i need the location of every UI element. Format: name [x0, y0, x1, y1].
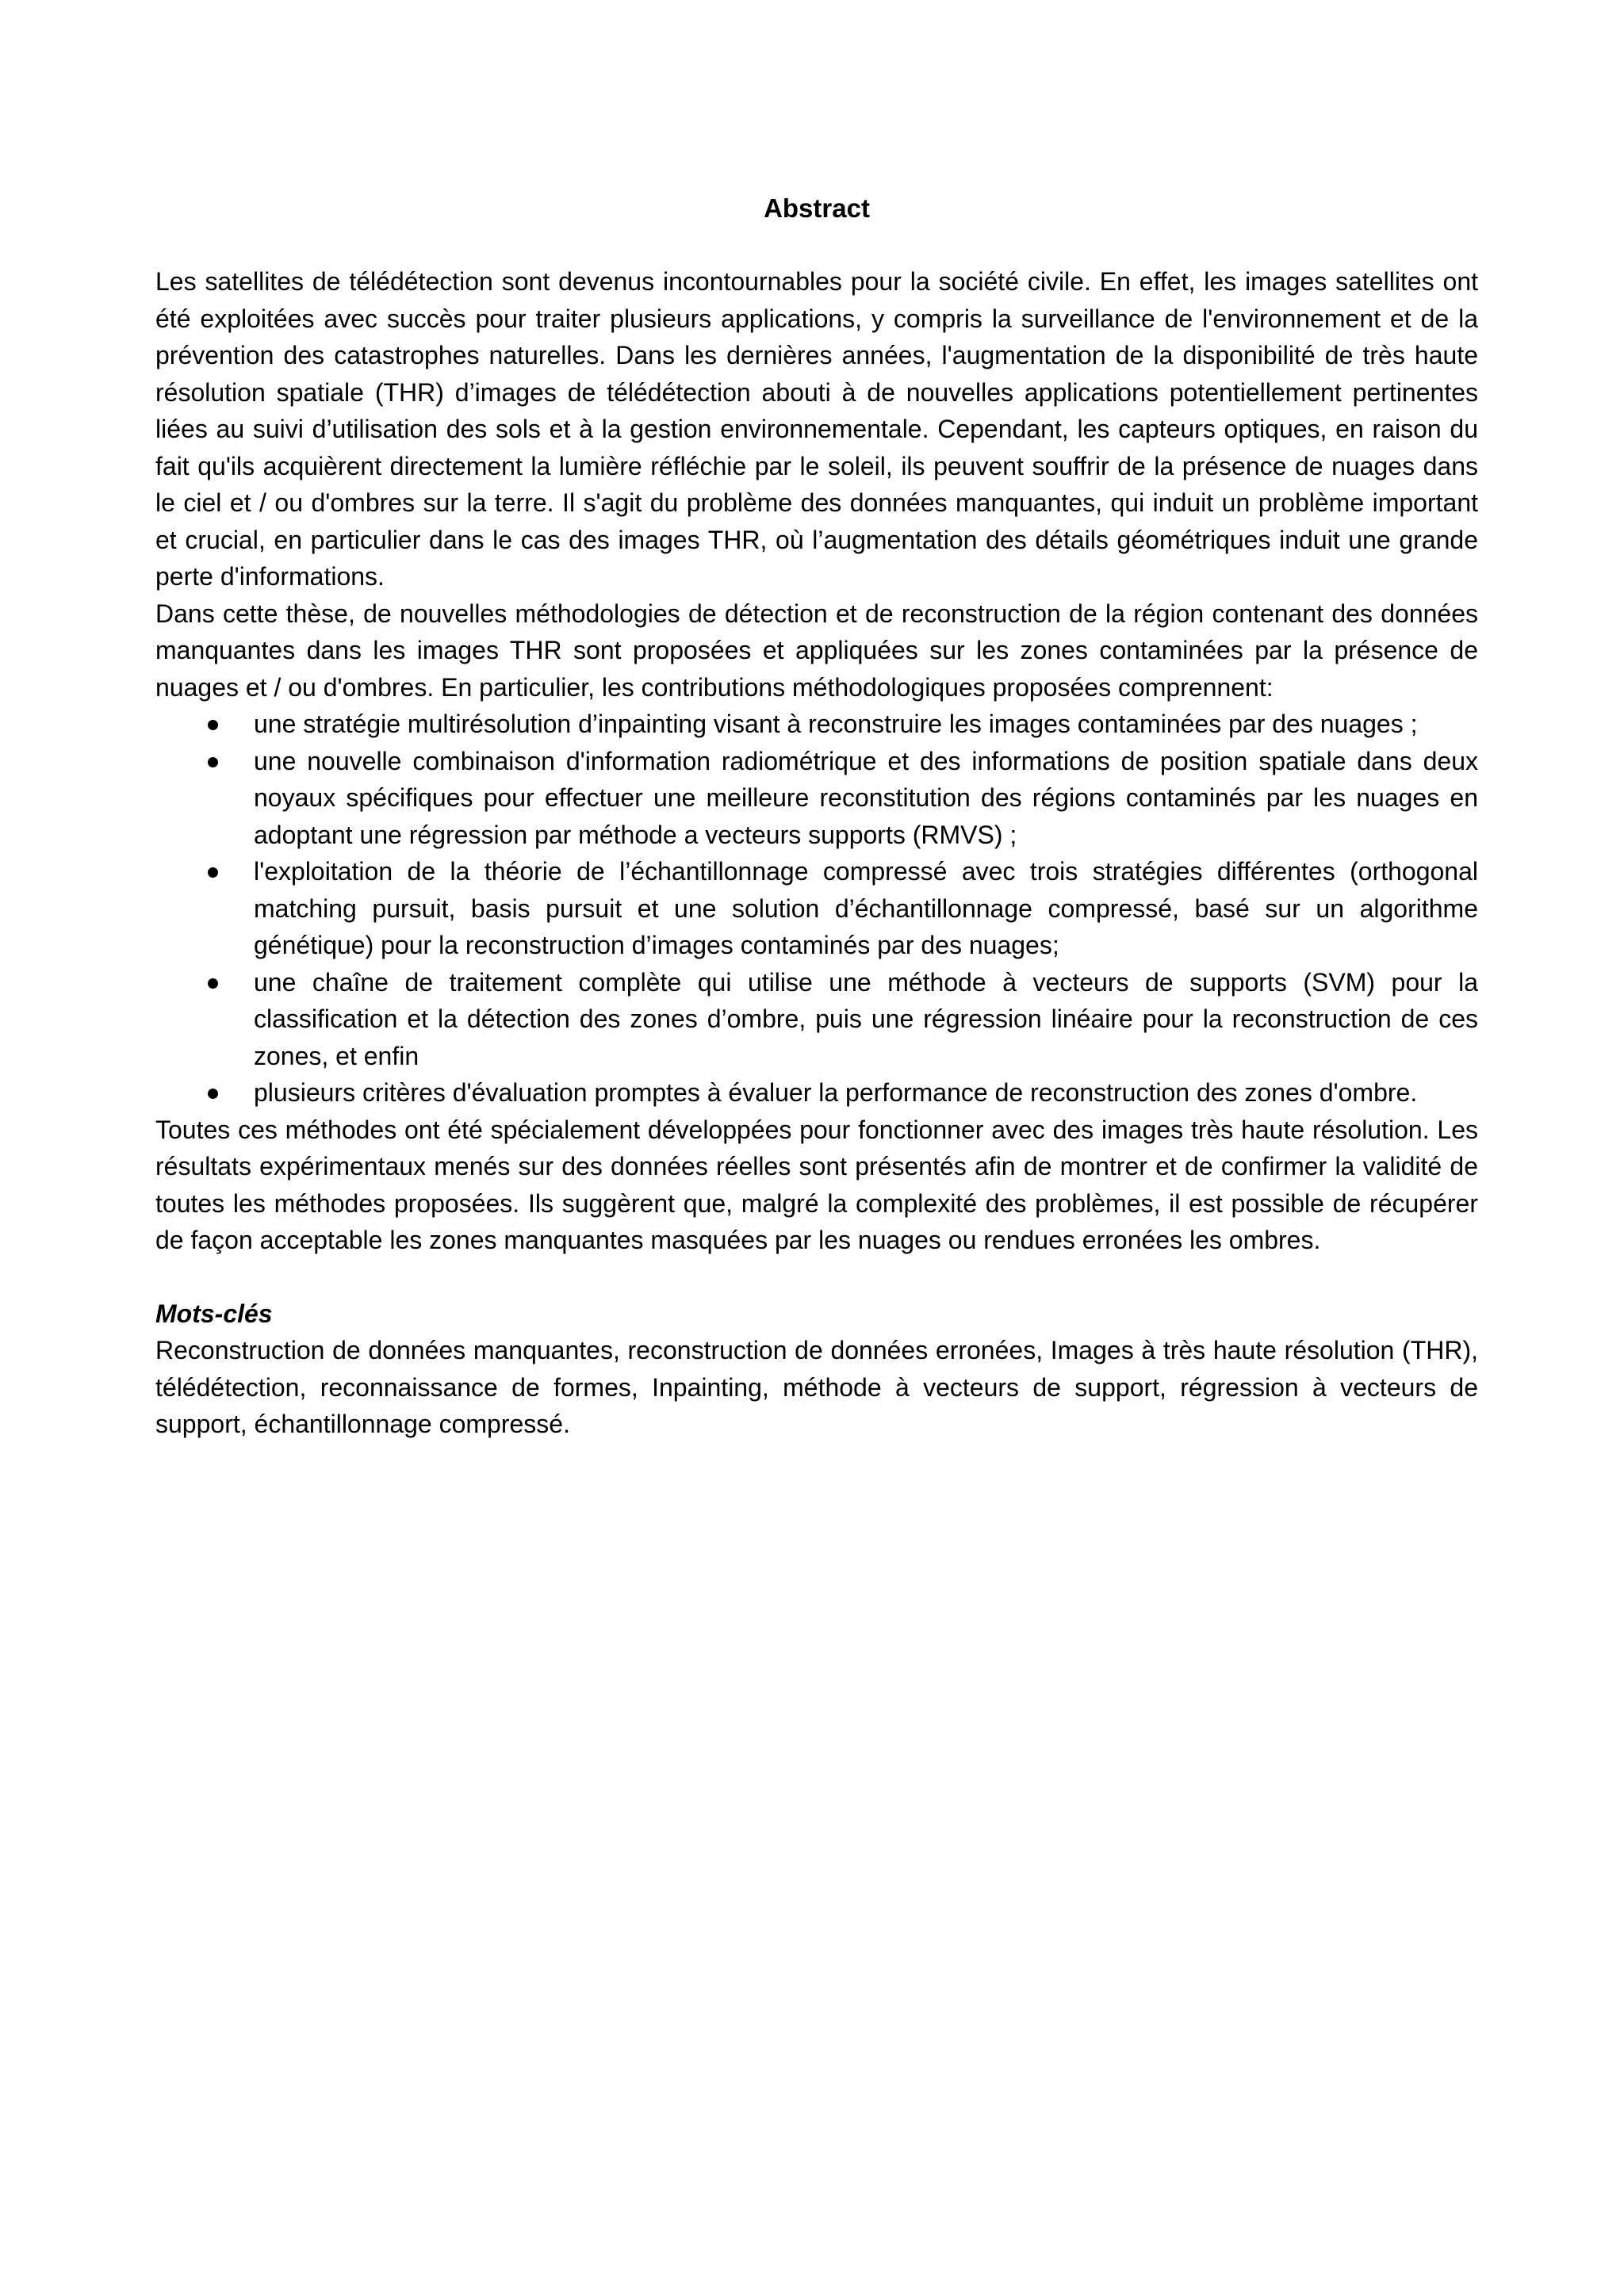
contributions-list: [155, 706, 1478, 1112]
list-item-text: l'exploitation de la théorie de l’échantillonnage compressé avec trois stratégies différentes (orthogonal matching pursuit, basis pursuit et une solution d’échantillonnage compressé, basé sur un algorithme génétique) pour la reconstruction d’images contaminés par des nuages;: [254, 857, 1478, 959]
list-item: [155, 743, 1478, 854]
bullet-icon: [208, 978, 218, 989]
keywords-heading: Mots-clés: [155, 1299, 273, 1328]
abstract-paragraph-1: Les satellites de télédétection sont devenus incontournables pour la société civile. En effet, les images satellites ont été exploitées avec succès pour traiter plusieurs applications, y compris la surveillance de l'environnement et de la prévention des catastrophes naturelles. Dans les dernières années, l'augmentation de la disponibilité de très haute résolution spatiale (THR) d’images de télédétection abouti à de nouvelles applications potentiellement pertinentes liées au suivi d’utilisation des sols et à la gestion environnementale. Cependant, les capteurs optiques, en raison du fait qu'ils acquièrent directement la lumière réfléchie par le soleil, ils peuvent souffrir de la présence de nuages dans le ciel et / ou d'ombres sur la terre. Il s'agit du problème des données manquantes, qui induit un problème important et crucial, en particulier dans le cas des images THR, où l’augmentation des détails géométriques induit une grande perte d'informations.: [155, 267, 1478, 591]
section-spacer: [155, 1259, 1478, 1295]
list-item-text: une chaîne de traitement complète qui utilise une méthode à vecteurs de supports (SVM) pour la classification et la détection des zones d’ombre, puis une régression linéaire pour la reconstruction de ces zones, et enfin: [254, 967, 1478, 1070]
list-item-text: plusieurs critères d'évaluation promptes à évaluer la performance de reconstruction des zones d'ombre.: [254, 1078, 1418, 1107]
list-item: [155, 964, 1478, 1075]
abstract-paragraph-2: Dans cette thèse, de nouvelles méthodologies de détection et de reconstruction de la région contenant des données manquantes dans les images THR sont proposées et appliquées sur les zones contaminées par la présence de nuages et / ou d'ombres. En particulier, les contributions méthodologiques proposées comprennent:: [155, 599, 1478, 702]
abstract-paragraph-3: Toutes ces méthodes ont été spécialement développées pour fonctionner avec des images très haute résolution. Les résultats expérimentaux menés sur des données réelles sont présentés afin de montrer et de confirmer la validité de toutes les méthodes proposées. Ils suggèrent que, malgré la complexité des problèmes, il est possible de récupérer de façon acceptable les zones manquantes masquées par les nuages ou rendues erronées les ombres.: [155, 1115, 1478, 1254]
bullet-icon: [208, 720, 218, 730]
document-page: [155, 190, 1478, 1443]
keywords-text: Reconstruction de données manquantes, reconstruction de données erronées, Images à très haute résolution (THR), télédétection, reconnaissance de formes, Inpainting, méthode à vecteurs de support, régression à vecteurs de support, échantillonnage compressé.: [155, 1336, 1478, 1438]
list-item-text: une nouvelle combinaison d'information radiométrique et des informations de position spatiale dans deux noyaux spécifiques pour effectuer une meilleure reconstitution des régions contaminés par les nuages en adoptant une régression par méthode a vecteurs supports (RMVS) ;: [254, 746, 1478, 849]
list-item: [155, 1074, 1478, 1112]
list-item: [155, 853, 1478, 964]
bullet-icon: [208, 1089, 218, 1099]
bullet-icon: [208, 867, 218, 878]
bullet-icon: [208, 757, 218, 767]
list-item: [155, 706, 1478, 743]
list-item-text: une stratégie multirésolution d’inpainting visant à reconstruire les images contaminées par des nuages ;: [254, 710, 1418, 738]
abstract-title: Abstract: [764, 193, 870, 223]
